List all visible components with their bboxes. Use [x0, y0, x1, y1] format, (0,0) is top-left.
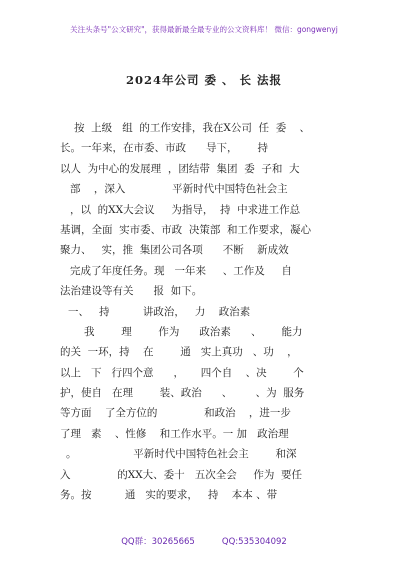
body-line: 等方面 了全方位的 和政治 ，进一步 [60, 407, 291, 420]
footer-contact [0, 535, 408, 547]
body-line: 法治建设等有关 报 如下。 [60, 285, 203, 298]
section-heading: 一、 持 讲政治， 力 政治素 [68, 305, 251, 318]
body-line: 基调，全面 实市委、市政 决策部 和工作要求，凝心 [60, 223, 312, 236]
body-line: 聚力、 实，推 集团公司各项 不断 新成效 [60, 244, 289, 257]
body-line: 部 ，深入 平新时代中国特色社会主 [70, 183, 288, 196]
body-line: 完成了年度任务。现 一年来 、工作及 自 [70, 264, 292, 277]
body-line: 的关 一环，持 在 通 实上真功 、功 ， [60, 346, 298, 359]
body-line: 护，使自 在理 装、政治 、 、为 服务 [60, 387, 305, 400]
qq-group-label: QQ群：30265665 [121, 537, 195, 547]
header-notice: 关注头条号"公文研究"，获得最新最全最专业的公文资料库！ 微信：gongwenyj [70, 25, 338, 34]
document-title: 2024年公司 委 、 长 法报 [125, 73, 283, 87]
body-line: 入 的XX大、委十 五次全会 作为 要任 [60, 468, 303, 481]
body-line: 我 理 作为 政治素 、 能力 [84, 325, 303, 338]
body-line: 了理 素 、性修 和工作水平。一 加 政治理 [60, 427, 289, 440]
body-line: 以上 下 行四个意 ， 四个自 、决 个 [60, 366, 304, 379]
qq-label: QQ:535304092 [221, 537, 287, 547]
body-line: 。 平新时代中国特色社会主 和深 [66, 448, 297, 461]
body-line: 以人 为中心的发展理 ，团结带 集团 委 子和 大 [60, 162, 300, 175]
document-body [60, 118, 360, 505]
body-line: 长。一年来，在市委、市政 导下， 持 [60, 142, 269, 155]
body-line: 按 上级 组 的工作安排，我在X公司 任 委 、 [74, 122, 311, 134]
body-line: ，以 的XX大会议 为指导， 持 中求进工作总 [70, 203, 301, 216]
body-line: 务。按 通 实的要求， 持 本本 、带 [60, 489, 278, 502]
